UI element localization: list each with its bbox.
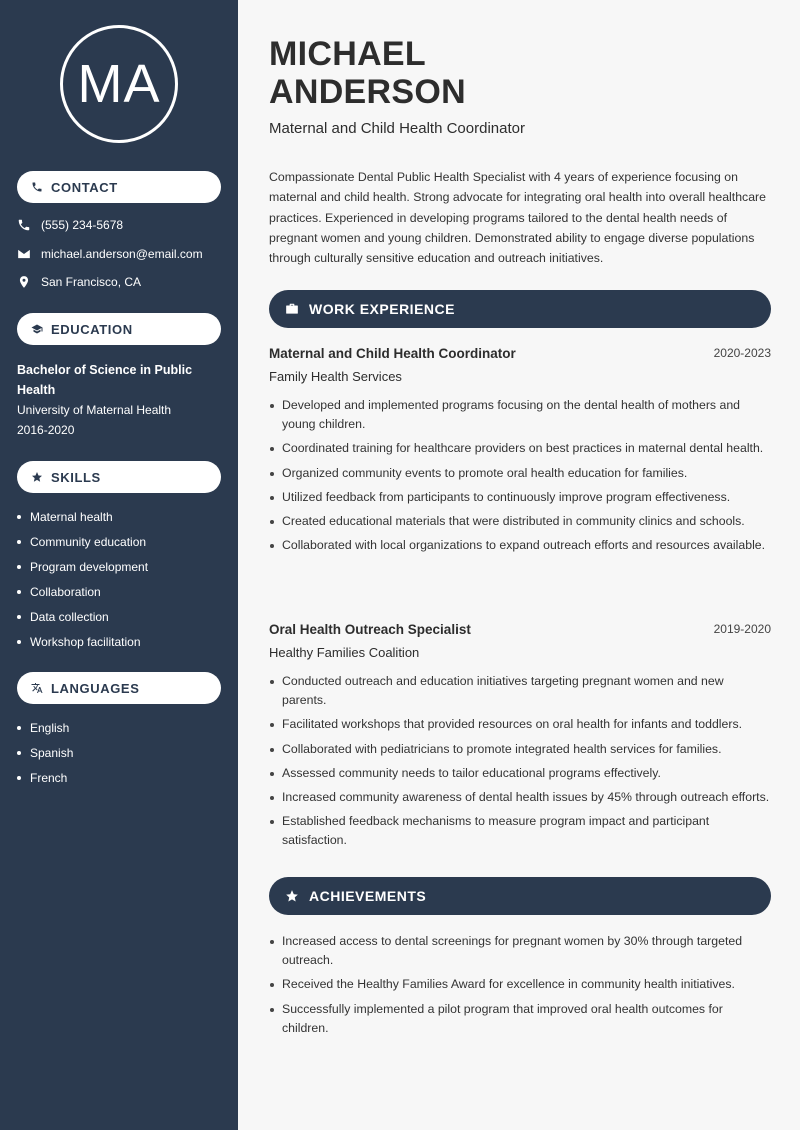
job-bullet: Established feedback mechanisms to measure program impact and participant satisfaction. bbox=[269, 812, 771, 850]
job-bullet: Facilitated workshops that provided resources on oral health for infants and toddlers. bbox=[269, 715, 771, 734]
job-entry-title: Oral Health Outreach Specialist bbox=[269, 622, 471, 637]
education-entry bbox=[17, 360, 217, 440]
briefcase-icon bbox=[285, 302, 299, 316]
translate-icon bbox=[31, 682, 43, 694]
phone-text: (555) 234-5678 bbox=[41, 218, 124, 232]
job-bullet: Organized community events to promote oral health education for families. bbox=[269, 464, 771, 483]
achievements-list bbox=[269, 920, 771, 1043]
name-line-1: MICHAEL bbox=[269, 35, 426, 73]
achievements-heading-label: ACHIEVEMENTS bbox=[309, 888, 427, 904]
contact-heading-label: CONTACT bbox=[51, 179, 118, 195]
phone-icon bbox=[31, 181, 43, 193]
job-dates: 2019-2020 bbox=[713, 622, 771, 636]
skill-item: Workshop facilitation bbox=[17, 629, 148, 654]
language-item: Spanish bbox=[17, 740, 73, 765]
contact-email bbox=[17, 247, 203, 261]
job-bullet: Developed and implemented programs focusing on the dental health of mothers and young children. bbox=[269, 396, 771, 434]
job-bullet: Collaborated with pediatricians to promote integrated health services for families. bbox=[269, 740, 771, 759]
contact-location bbox=[17, 275, 141, 289]
name-line-2: ANDERSON bbox=[269, 73, 466, 111]
skill-item: Collaboration bbox=[17, 579, 148, 604]
skills-heading-label: SKILLS bbox=[51, 469, 101, 485]
achievements-heading bbox=[269, 877, 771, 915]
job-entry bbox=[269, 346, 771, 561]
job-entry-title: Maternal and Child Health Coordinator bbox=[269, 346, 516, 361]
job-bullet: Conducted outreach and education initiatives targeting pregnant women and new parents. bbox=[269, 672, 771, 710]
skills-heading bbox=[17, 461, 221, 493]
email-icon bbox=[17, 247, 31, 261]
education-years: 2016-2020 bbox=[17, 423, 75, 437]
achievement-item: Successfully implemented a pilot program that improved oral health outcomes for children. bbox=[269, 1000, 771, 1038]
summary: Compassionate Dental Public Health Specialist with 4 years of experience focusing on maternal and child health. Strong advocate for integrating oral health into overall healthcare practices. Experienced in developing programs tailored to the dental health needs of pregnant women and young children. Demonstrated ability to engage diverse populations through culturally sensitive education and outreach initiatives. bbox=[269, 170, 766, 266]
skill-item: Data collection bbox=[17, 604, 148, 629]
school: University of Maternal Health bbox=[17, 403, 172, 417]
degree: Bachelor of Science in Public Health bbox=[17, 363, 193, 397]
education-heading-label: EDUCATION bbox=[51, 321, 133, 337]
initials-avatar: MA bbox=[60, 25, 178, 143]
star-icon bbox=[31, 471, 43, 483]
contact-heading bbox=[17, 171, 221, 203]
languages-list bbox=[17, 715, 73, 790]
job-bullet: Utilized feedback from participants to continuously improve program effectiveness. bbox=[269, 488, 771, 507]
skill-item: Community education bbox=[17, 529, 148, 554]
language-item: French bbox=[17, 765, 73, 790]
skills-list bbox=[17, 504, 148, 654]
graduation-cap-icon bbox=[31, 323, 43, 335]
skill-item: Maternal health bbox=[17, 504, 148, 529]
phone-icon bbox=[17, 218, 31, 232]
achievement-item: Received the Healthy Families Award for excellence in community health initiatives. bbox=[269, 975, 771, 994]
company: Healthy Families Coalition bbox=[269, 645, 420, 660]
location-pin-icon bbox=[17, 275, 31, 289]
contact-phone bbox=[17, 218, 123, 232]
work-experience-heading bbox=[269, 290, 771, 328]
language-item: English bbox=[17, 715, 73, 740]
location-text: San Francisco, CA bbox=[41, 275, 142, 289]
email-text: michael.anderson@email.com bbox=[41, 247, 203, 261]
job-dates: 2020-2023 bbox=[713, 346, 771, 360]
sidebar bbox=[0, 0, 238, 1130]
job-entry bbox=[269, 622, 771, 856]
job-bullet: Increased community awareness of dental health issues by 45% through outreach efforts. bbox=[269, 788, 771, 807]
skill-item: Program development bbox=[17, 554, 148, 579]
company: Family Health Services bbox=[269, 369, 402, 384]
job-title: Maternal and Child Health Coordinator bbox=[269, 120, 525, 137]
job-bullet: Created educational materials that were distributed in community clinics and schools. bbox=[269, 512, 771, 531]
star-icon bbox=[285, 889, 299, 903]
candidate-name bbox=[269, 35, 466, 111]
languages-heading-label: LANGUAGES bbox=[51, 680, 140, 696]
achievement-item: Increased access to dental screenings for pregnant women by 30% through targeted outreach. bbox=[269, 932, 771, 970]
work-heading-label: WORK EXPERIENCE bbox=[309, 301, 455, 317]
job-bullet: Assessed community needs to tailor educational programs effectively. bbox=[269, 764, 771, 783]
job-bullet: Coordinated training for healthcare providers on best practices in maternal dental health. bbox=[269, 439, 771, 458]
job-bullet: Collaborated with local organizations to expand outreach efforts and resources available. bbox=[269, 536, 771, 555]
education-heading bbox=[17, 313, 221, 345]
languages-heading bbox=[17, 672, 221, 704]
